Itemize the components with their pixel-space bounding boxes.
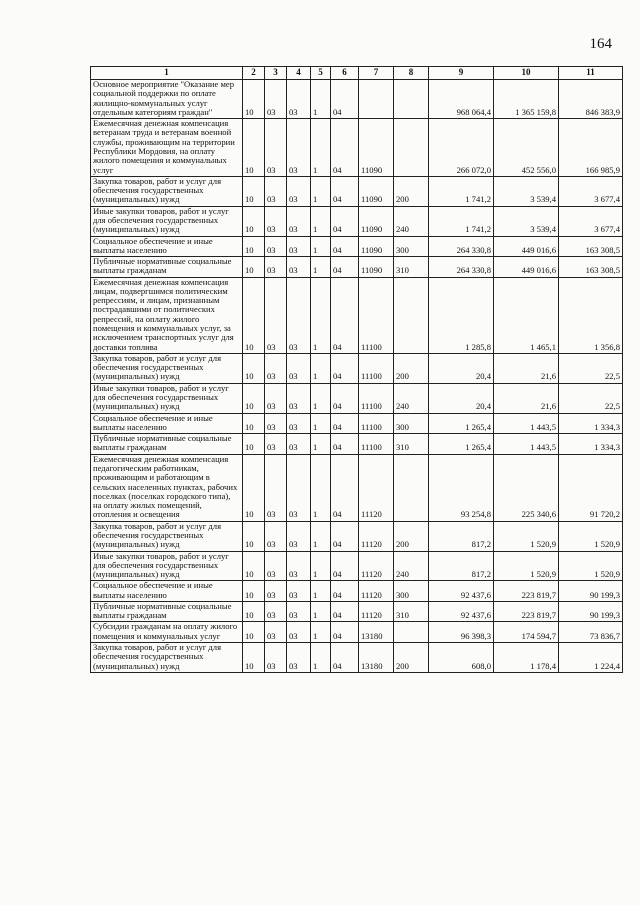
- code-section-cell: 10: [243, 176, 265, 206]
- code-subsection-cell: 03: [265, 353, 287, 383]
- code-activity-cell: 04: [331, 80, 359, 119]
- column-header: 9: [429, 67, 494, 80]
- table-row: [91, 236, 623, 257]
- code-subsection-cell: 03: [265, 454, 287, 521]
- table-row: [91, 434, 623, 455]
- amount-year-3-cell: 22,5: [559, 353, 623, 383]
- code-expense-type-cell: 240: [394, 551, 429, 581]
- code-program-cell: 03: [287, 454, 311, 521]
- column-header: 11: [559, 67, 623, 80]
- code-subprogram-cell: 1: [311, 257, 331, 278]
- table-row: [91, 551, 623, 581]
- code-subsection-cell: 03: [265, 119, 287, 177]
- table-row: [91, 622, 623, 643]
- code-section-cell: 10: [243, 413, 265, 434]
- amount-year-2-cell: 1 365 159,8: [494, 80, 559, 119]
- code-subprogram-cell: 1: [311, 521, 331, 551]
- code-direction-cell: 11100: [359, 353, 394, 383]
- amount-year-3-cell: 22,5: [559, 383, 623, 413]
- code-section-cell: 10: [243, 601, 265, 622]
- code-activity-cell: 04: [331, 551, 359, 581]
- code-subprogram-cell: 1: [311, 413, 331, 434]
- amount-year-3-cell: 1 334,3: [559, 434, 623, 455]
- item-name-cell: Социальное обеспечение и иные выплаты населению: [91, 236, 243, 257]
- code-program-cell: 03: [287, 581, 311, 602]
- code-activity-cell: 04: [331, 581, 359, 602]
- item-name-cell: Закупка товаров, работ и услуг для обеспечения государственных (муниципальных) нужд: [91, 176, 243, 206]
- amount-year-1-cell: 20,4: [429, 353, 494, 383]
- amount-year-2-cell: 1 443,5: [494, 413, 559, 434]
- table-header: [91, 67, 623, 80]
- amount-year-3-cell: 1 520,9: [559, 521, 623, 551]
- code-subprogram-cell: 1: [311, 236, 331, 257]
- code-activity-cell: 04: [331, 622, 359, 643]
- code-section-cell: 10: [243, 257, 265, 278]
- amount-year-2-cell: 21,6: [494, 353, 559, 383]
- code-subsection-cell: 03: [265, 434, 287, 455]
- amount-year-2-cell: 449 016,6: [494, 257, 559, 278]
- code-subsection-cell: 03: [265, 176, 287, 206]
- amount-year-2-cell: 223 819,7: [494, 581, 559, 602]
- amount-year-1-cell: 20,4: [429, 383, 494, 413]
- code-activity-cell: 04: [331, 413, 359, 434]
- code-activity-cell: 04: [331, 236, 359, 257]
- column-header: 8: [394, 67, 429, 80]
- code-subsection-cell: 03: [265, 551, 287, 581]
- code-direction-cell: 11100: [359, 277, 394, 353]
- code-direction-cell: 11120: [359, 581, 394, 602]
- amount-year-1-cell: 264 330,8: [429, 236, 494, 257]
- table-row: [91, 383, 623, 413]
- item-name-cell: Ежемесячная денежная компенсация лицам, подвергшимся политическим репрессиям, и лицам, признанным пострадавшими от политических репрессий, на оплату жилого помещения и коммунальных услуг, за исключением транспортных услуг для доставки топлива: [91, 277, 243, 353]
- item-name-cell: Субсидии гражданам на оплату жилого помещения и коммунальных услуг: [91, 622, 243, 643]
- code-section-cell: 10: [243, 80, 265, 119]
- code-activity-cell: 04: [331, 643, 359, 673]
- code-subprogram-cell: 1: [311, 454, 331, 521]
- code-expense-type-cell: [394, 80, 429, 119]
- amount-year-2-cell: 223 819,7: [494, 601, 559, 622]
- code-subprogram-cell: 1: [311, 622, 331, 643]
- amount-year-1-cell: 608,0: [429, 643, 494, 673]
- code-subprogram-cell: 1: [311, 643, 331, 673]
- code-direction-cell: 11090: [359, 236, 394, 257]
- page-number: 164: [589, 36, 612, 52]
- code-activity-cell: 04: [331, 601, 359, 622]
- code-program-cell: 03: [287, 236, 311, 257]
- table-body: [91, 80, 623, 673]
- code-direction-cell: 11120: [359, 521, 394, 551]
- header-row: [91, 67, 623, 80]
- code-expense-type-cell: 200: [394, 353, 429, 383]
- amount-year-3-cell: 166 985,9: [559, 119, 623, 177]
- item-name-cell: Публичные нормативные социальные выплаты гражданам: [91, 601, 243, 622]
- code-activity-cell: 04: [331, 521, 359, 551]
- item-name-cell: Ежемесячная денежная компенсация педагогическим работникам, проживающим и работающим в сельских населенных пунктах, рабочих поселках (поселках городского типа), на оплату жилых помещений, отопления и освещения: [91, 454, 243, 521]
- amount-year-1-cell: 96 398,3: [429, 622, 494, 643]
- table-row: [91, 353, 623, 383]
- amount-year-1-cell: 92 437,6: [429, 601, 494, 622]
- amount-year-1-cell: 817,2: [429, 521, 494, 551]
- code-subprogram-cell: 1: [311, 601, 331, 622]
- code-program-cell: 03: [287, 622, 311, 643]
- code-expense-type-cell: [394, 119, 429, 177]
- column-header: 1: [91, 67, 243, 80]
- code-expense-type-cell: 310: [394, 257, 429, 278]
- code-subprogram-cell: 1: [311, 277, 331, 353]
- amount-year-3-cell: 3 677,4: [559, 206, 623, 236]
- code-activity-cell: 04: [331, 257, 359, 278]
- code-expense-type-cell: 240: [394, 206, 429, 236]
- code-direction-cell: 11100: [359, 434, 394, 455]
- amount-year-2-cell: 1 520,9: [494, 551, 559, 581]
- code-program-cell: 03: [287, 434, 311, 455]
- item-name-cell: Публичные нормативные социальные выплаты гражданам: [91, 257, 243, 278]
- amount-year-1-cell: 1 285,8: [429, 277, 494, 353]
- code-section-cell: 10: [243, 119, 265, 177]
- table-row: [91, 581, 623, 602]
- code-program-cell: 03: [287, 551, 311, 581]
- code-subsection-cell: 03: [265, 80, 287, 119]
- budget-table: [90, 66, 623, 673]
- code-subsection-cell: 03: [265, 601, 287, 622]
- code-subsection-cell: 03: [265, 206, 287, 236]
- code-section-cell: 10: [243, 236, 265, 257]
- code-subsection-cell: 03: [265, 383, 287, 413]
- amount-year-1-cell: 1 741,2: [429, 206, 494, 236]
- code-subsection-cell: 03: [265, 413, 287, 434]
- code-section-cell: 10: [243, 622, 265, 643]
- code-expense-type-cell: [394, 622, 429, 643]
- amount-year-3-cell: 163 308,5: [559, 236, 623, 257]
- code-direction-cell: [359, 80, 394, 119]
- code-program-cell: 03: [287, 257, 311, 278]
- code-subsection-cell: 03: [265, 521, 287, 551]
- code-subprogram-cell: 1: [311, 119, 331, 177]
- code-activity-cell: 04: [331, 277, 359, 353]
- item-name-cell: Закупка товаров, работ и услуг для обеспечения государственных (муниципальных) нужд: [91, 521, 243, 551]
- amount-year-3-cell: 90 199,3: [559, 601, 623, 622]
- code-section-cell: 10: [243, 643, 265, 673]
- code-program-cell: 03: [287, 206, 311, 236]
- code-section-cell: 10: [243, 383, 265, 413]
- column-header: 3: [265, 67, 287, 80]
- table-row: [91, 80, 623, 119]
- item-name-cell: Иные закупки товаров, работ и услуг для обеспечения государственных (муниципальных) нужд: [91, 551, 243, 581]
- amount-year-1-cell: 92 437,6: [429, 581, 494, 602]
- amount-year-1-cell: 968 064,4: [429, 80, 494, 119]
- code-expense-type-cell: 300: [394, 413, 429, 434]
- code-direction-cell: 11120: [359, 454, 394, 521]
- code-section-cell: 10: [243, 434, 265, 455]
- code-activity-cell: 04: [331, 119, 359, 177]
- code-direction-cell: 13180: [359, 643, 394, 673]
- amount-year-3-cell: 1 224,4: [559, 643, 623, 673]
- column-header: 2: [243, 67, 265, 80]
- code-program-cell: 03: [287, 601, 311, 622]
- code-expense-type-cell: 200: [394, 643, 429, 673]
- table-row: [91, 257, 623, 278]
- code-subsection-cell: 03: [265, 236, 287, 257]
- code-activity-cell: 04: [331, 434, 359, 455]
- table-row: [91, 454, 623, 521]
- table-row: [91, 206, 623, 236]
- code-direction-cell: 11090: [359, 119, 394, 177]
- code-direction-cell: 11120: [359, 601, 394, 622]
- amount-year-2-cell: 1 178,4: [494, 643, 559, 673]
- code-subprogram-cell: 1: [311, 551, 331, 581]
- code-section-cell: 10: [243, 521, 265, 551]
- amount-year-2-cell: 1 520,9: [494, 521, 559, 551]
- amount-year-2-cell: 225 340,6: [494, 454, 559, 521]
- item-name-cell: Закупка товаров, работ и услуг для обеспечения государственных (муниципальных) нужд: [91, 353, 243, 383]
- amount-year-1-cell: 266 072,0: [429, 119, 494, 177]
- code-subprogram-cell: 1: [311, 434, 331, 455]
- code-program-cell: 03: [287, 383, 311, 413]
- code-program-cell: 03: [287, 80, 311, 119]
- code-direction-cell: 11090: [359, 206, 394, 236]
- code-section-cell: 10: [243, 551, 265, 581]
- amount-year-1-cell: 1 741,2: [429, 176, 494, 206]
- code-subprogram-cell: 1: [311, 353, 331, 383]
- code-expense-type-cell: [394, 454, 429, 521]
- amount-year-1-cell: 817,2: [429, 551, 494, 581]
- amount-year-3-cell: 1 334,3: [559, 413, 623, 434]
- code-program-cell: 03: [287, 413, 311, 434]
- code-activity-cell: 04: [331, 353, 359, 383]
- code-activity-cell: 04: [331, 383, 359, 413]
- table-row: [91, 119, 623, 177]
- code-program-cell: 03: [287, 643, 311, 673]
- column-header: 4: [287, 67, 311, 80]
- amount-year-2-cell: 1 443,5: [494, 434, 559, 455]
- column-header: 10: [494, 67, 559, 80]
- code-subsection-cell: 03: [265, 277, 287, 353]
- amount-year-3-cell: 163 308,5: [559, 257, 623, 278]
- table-row: [91, 413, 623, 434]
- code-activity-cell: 04: [331, 454, 359, 521]
- code-direction-cell: 11120: [359, 551, 394, 581]
- column-header: 7: [359, 67, 394, 80]
- code-activity-cell: 04: [331, 176, 359, 206]
- code-expense-type-cell: 200: [394, 521, 429, 551]
- item-name-cell: Иные закупки товаров, работ и услуг для обеспечения государственных (муниципальных) нужд: [91, 383, 243, 413]
- code-section-cell: 10: [243, 454, 265, 521]
- table-row: [91, 643, 623, 673]
- amount-year-2-cell: 21,6: [494, 383, 559, 413]
- amount-year-2-cell: 3 539,4: [494, 176, 559, 206]
- column-header: 5: [311, 67, 331, 80]
- code-expense-type-cell: 240: [394, 383, 429, 413]
- amount-year-3-cell: 91 720,2: [559, 454, 623, 521]
- code-activity-cell: 04: [331, 206, 359, 236]
- code-subprogram-cell: 1: [311, 581, 331, 602]
- amount-year-1-cell: 1 265,4: [429, 434, 494, 455]
- amount-year-3-cell: 846 383,9: [559, 80, 623, 119]
- code-section-cell: 10: [243, 206, 265, 236]
- amount-year-1-cell: 264 330,8: [429, 257, 494, 278]
- code-direction-cell: 11090: [359, 176, 394, 206]
- code-program-cell: 03: [287, 277, 311, 353]
- code-direction-cell: 13180: [359, 622, 394, 643]
- code-expense-type-cell: 200: [394, 176, 429, 206]
- item-name-cell: Иные закупки товаров, работ и услуг для обеспечения государственных (муниципальных) нужд: [91, 206, 243, 236]
- code-program-cell: 03: [287, 353, 311, 383]
- code-expense-type-cell: [394, 277, 429, 353]
- code-section-cell: 10: [243, 277, 265, 353]
- amount-year-3-cell: 90 199,3: [559, 581, 623, 602]
- code-subprogram-cell: 1: [311, 80, 331, 119]
- amount-year-2-cell: 1 465,1: [494, 277, 559, 353]
- code-expense-type-cell: 310: [394, 434, 429, 455]
- amount-year-1-cell: 93 254,8: [429, 454, 494, 521]
- amount-year-2-cell: 452 556,0: [494, 119, 559, 177]
- code-expense-type-cell: 300: [394, 581, 429, 602]
- code-program-cell: 03: [287, 119, 311, 177]
- table-row: [91, 176, 623, 206]
- code-program-cell: 03: [287, 176, 311, 206]
- item-name-cell: Социальное обеспечение и иные выплаты населению: [91, 581, 243, 602]
- amount-year-2-cell: 449 016,6: [494, 236, 559, 257]
- code-program-cell: 03: [287, 521, 311, 551]
- table-row: [91, 601, 623, 622]
- item-name-cell: Ежемесячная денежная компенсация ветеранам труда и ветеранам военной службы, проживающим на территории Республики Мордовия, на оплату жилого помещения и коммунальных услуг: [91, 119, 243, 177]
- code-subprogram-cell: 1: [311, 176, 331, 206]
- column-header: 6: [331, 67, 359, 80]
- amount-year-3-cell: 1 356,8: [559, 277, 623, 353]
- code-direction-cell: 11100: [359, 413, 394, 434]
- amount-year-1-cell: 1 265,4: [429, 413, 494, 434]
- code-subprogram-cell: 1: [311, 206, 331, 236]
- amount-year-3-cell: 3 677,4: [559, 176, 623, 206]
- code-direction-cell: 11090: [359, 257, 394, 278]
- code-subsection-cell: 03: [265, 257, 287, 278]
- code-section-cell: 10: [243, 353, 265, 383]
- code-expense-type-cell: 300: [394, 236, 429, 257]
- amount-year-3-cell: 1 520,9: [559, 551, 623, 581]
- code-section-cell: 10: [243, 581, 265, 602]
- code-subsection-cell: 03: [265, 581, 287, 602]
- item-name-cell: Основное мероприятие "Оказание мер социальной поддержки по оплате жилищно-коммунальных услуг отдельным категориям граждан": [91, 80, 243, 119]
- code-subsection-cell: 03: [265, 622, 287, 643]
- amount-year-2-cell: 3 539,4: [494, 206, 559, 236]
- code-subprogram-cell: 1: [311, 383, 331, 413]
- code-subsection-cell: 03: [265, 643, 287, 673]
- table-row: [91, 521, 623, 551]
- item-name-cell: Закупка товаров, работ и услуг для обеспечения государственных (муниципальных) нужд: [91, 643, 243, 673]
- table-row: [91, 277, 623, 353]
- code-direction-cell: 11100: [359, 383, 394, 413]
- code-expense-type-cell: 310: [394, 601, 429, 622]
- amount-year-2-cell: 174 594,7: [494, 622, 559, 643]
- amount-year-3-cell: 73 836,7: [559, 622, 623, 643]
- item-name-cell: Социальное обеспечение и иные выплаты населению: [91, 413, 243, 434]
- item-name-cell: Публичные нормативные социальные выплаты гражданам: [91, 434, 243, 455]
